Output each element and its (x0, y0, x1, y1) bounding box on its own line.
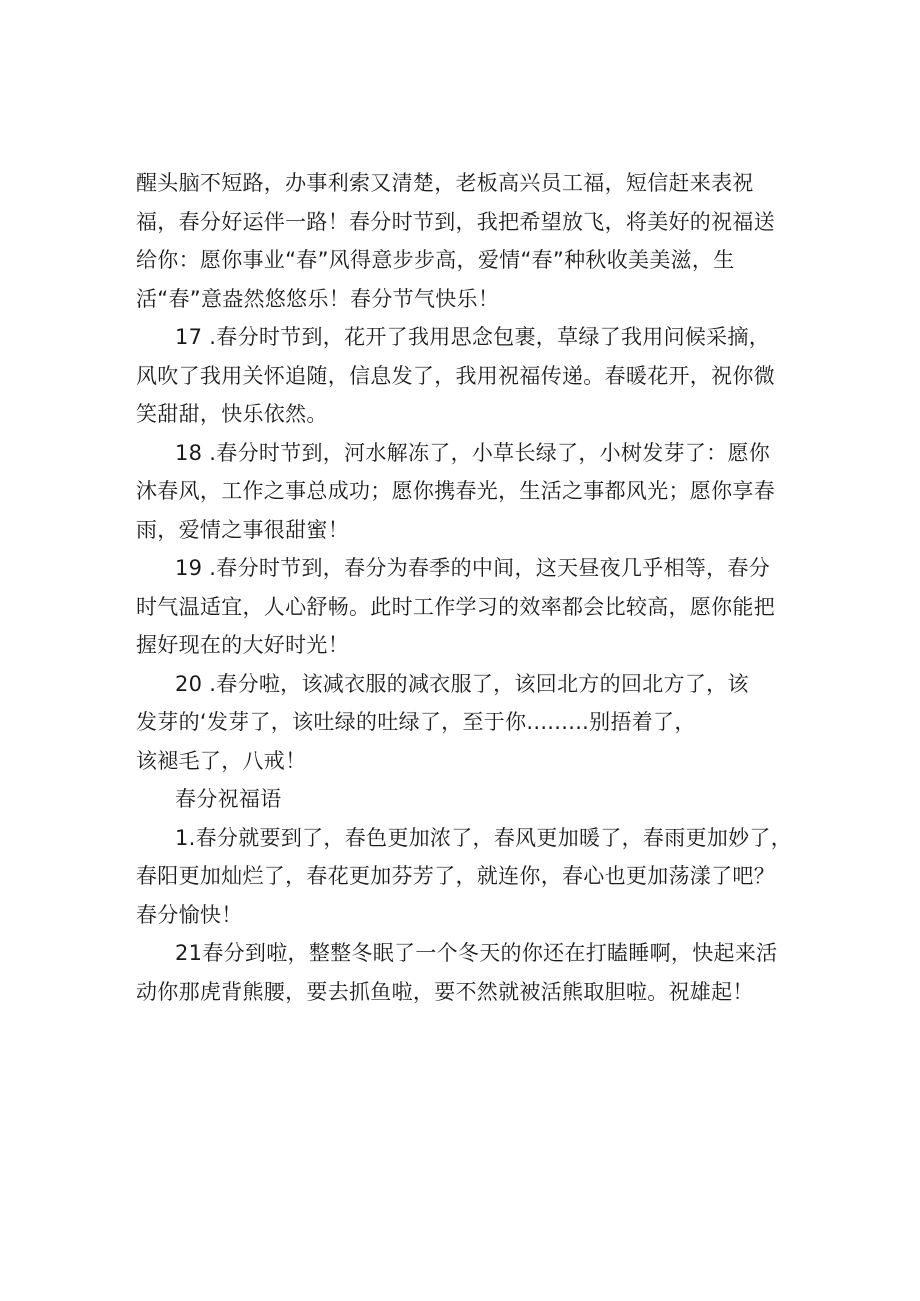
text-line: 1.春分就要到了，春色更加浓了，春风更加暖了，春雨更加妙了， (175, 825, 793, 850)
text-line: 雨，爱情之事很甜蜜！ (136, 517, 349, 542)
text-line: 笑甜甜，快乐依然。 (136, 402, 328, 426)
text-line: 沐春风，工作之事总成功；愿你携春光，生活之事都风光；愿你享春 (136, 479, 775, 503)
text-line: 春阳更加灿烂了，春花更加芬芳了，就连你，春心也更加荡漾了吧？ (136, 864, 775, 888)
text-line: 该褪毛了，八戒！ (136, 748, 307, 773)
text-line: 发芽的‘发芽了，该吐绿的吐绿了，至于你.........别捂着了， (136, 710, 696, 734)
text-line: 20 .春分啦，该减衣服的减衣服了，该回北方的回北方了，该 (175, 671, 749, 696)
text-line: 风吹了我用关怀追随，信息发了，我用祝福传递。春暖花开，祝你微 (136, 363, 775, 388)
text-line: 21春分到啦，整整冬眠了一个冬天的你还在打瞌睡啊，快起来活 (175, 941, 778, 965)
text-line: 17 .春分时节到，花开了我用思念包裹，草绿了我用问候采摘， (175, 325, 771, 349)
text-line: 动你那虎背熊腰，要去抓鱼啦，要不然就被活熊取胆啦。祝雄起！ (136, 979, 754, 1004)
document-body (136, 164, 793, 1011)
text-line: 18 .春分时节到，河水解冻了，小草长绿了，小树发芽了：愿你 (175, 440, 771, 465)
text-line: 醒头脑不短路，办事利索又清楚，老板高兴员工福，短信赶来表祝 (136, 171, 754, 195)
text-line: 福，春分好运伴一路！春分时节到，我把希望放飞，将美好的祝福送 (136, 209, 775, 234)
text-line: 19 .春分时节到，春分为春季的中间，这天昼夜几乎相等，春分 (175, 556, 771, 580)
text-line: 春分愉快！ (136, 902, 243, 927)
text-line: 活“春”意盎然悠悠乐！春分节气快乐！ (136, 286, 500, 311)
text-line: 时气温适宜，人心舒畅。此时工作学习的效率都会比较高，愿你能把 (136, 594, 775, 619)
text-line: 握好现在的大好时光！ (136, 633, 349, 657)
section-heading: 春分祝福语 (175, 787, 282, 811)
text-line: 给你：愿你事业“春”风得意步步高，爱情“春”种秋收美美滋，生 (136, 248, 735, 272)
